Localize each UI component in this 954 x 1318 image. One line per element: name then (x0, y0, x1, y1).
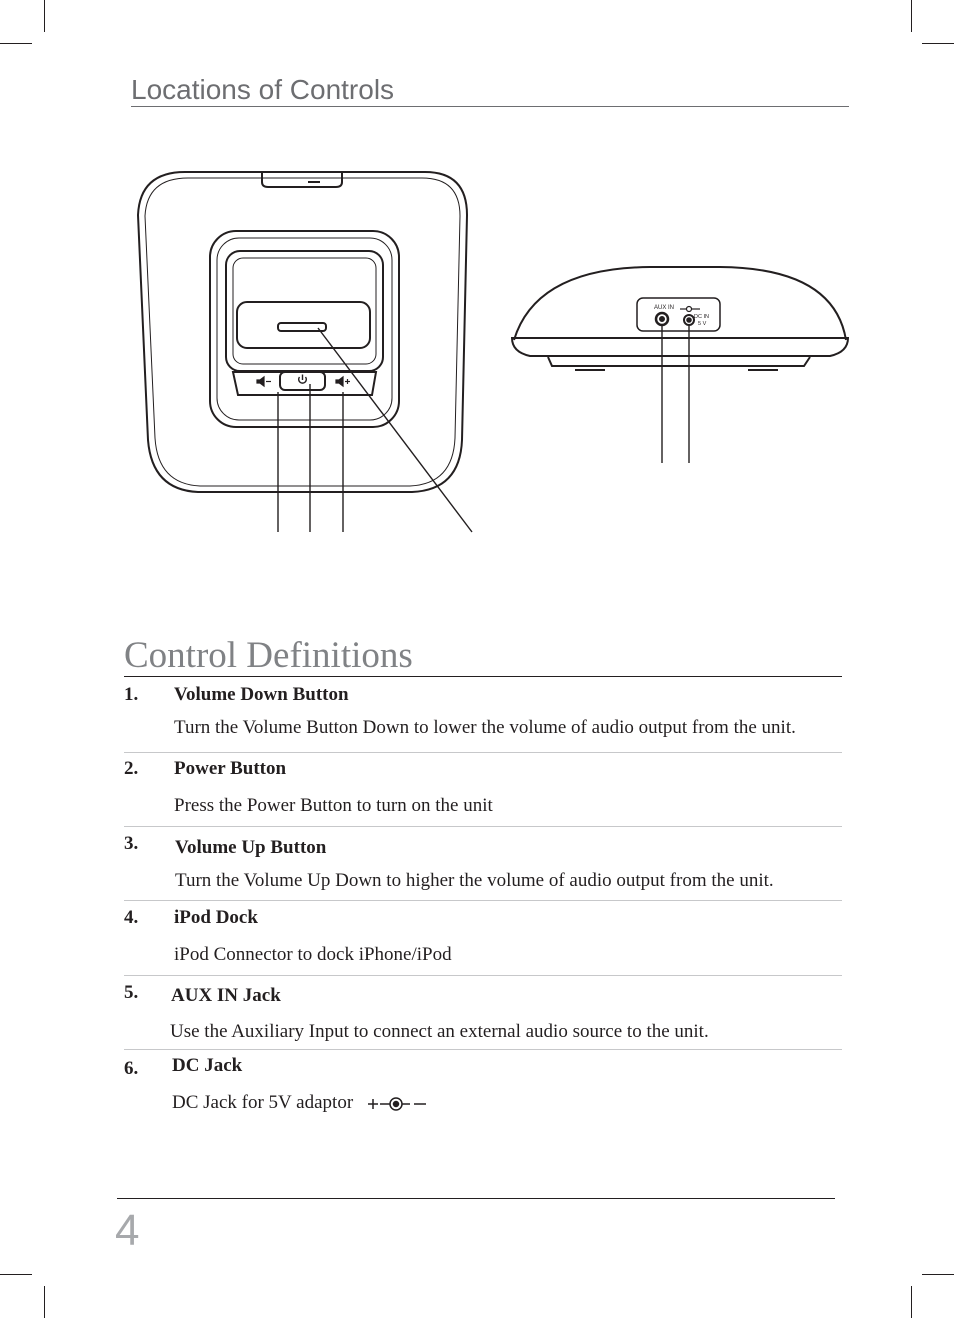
definition-title: iPod Dock (174, 907, 258, 928)
product-illustration (0, 0, 954, 600)
definition-separator (124, 826, 842, 827)
definition-number: 5. (124, 982, 139, 1003)
crop-mark (911, 1286, 912, 1318)
volume-down-icon (257, 377, 271, 386)
definition-description: Turn the Volume Button Down to lower the volume of audio output from the unit. (174, 717, 796, 738)
definition-number: 3. (124, 833, 139, 854)
definition-title: Power Button (174, 758, 287, 779)
rear-rim (512, 338, 848, 356)
dc-in-label: DC IN (694, 314, 709, 320)
power-icon (299, 375, 307, 384)
definition-title: Volume Up Button (175, 837, 327, 858)
definition-title: AUX IN Jack (171, 985, 281, 1006)
definition-separator (124, 1049, 842, 1050)
page-number: 4 (115, 1206, 140, 1255)
definition-number: 4. (124, 907, 139, 928)
definitions-title: Control Definitions (124, 635, 413, 676)
top-notch (262, 172, 342, 187)
definition-separator (124, 900, 842, 901)
aux-in-jack-center (660, 317, 664, 321)
definition-title: Volume Down Button (174, 684, 349, 705)
aux-in-label: AUX IN (654, 305, 675, 311)
rear-base (548, 357, 810, 366)
crop-mark (922, 1274, 954, 1275)
crop-mark (0, 1274, 32, 1275)
dc-voltage-label: 5 V (698, 321, 707, 327)
definition-description-text: DC Jack for 5V adaptor (172, 1092, 354, 1113)
leader-lines (662, 325, 689, 463)
definition-description: Turn the Volume Up Down to higher the volume of audio output from the unit. (175, 870, 774, 891)
dc-in-jack-center (687, 318, 691, 322)
definition-description (172, 1092, 428, 1114)
definition-title: DC Jack (172, 1055, 243, 1076)
crop-mark (44, 1286, 45, 1318)
volume-up-icon (336, 377, 350, 386)
rear-dome (514, 267, 846, 340)
definitions-title-rule (124, 676, 842, 677)
definition-separator (124, 975, 842, 976)
definition-number: 2. (124, 758, 139, 779)
dc-polarity-icon (680, 307, 700, 312)
section-title: Locations of Controls (131, 74, 395, 105)
dock-frame-inner (217, 238, 392, 420)
definition-description: Use the Auxiliary Input to connect an external audio source to the unit. (170, 1021, 709, 1042)
definition-description: Press the Power Button to turn on the unit (174, 795, 493, 816)
definition-description: iPod Connector to dock iPhone/iPod (174, 944, 452, 965)
rear-view (512, 267, 848, 463)
dock-cradle (226, 251, 383, 371)
definition-separator (124, 752, 842, 753)
front-view (138, 172, 472, 532)
definition-number: 6. (124, 1058, 139, 1079)
dc-polarity-icon (364, 1094, 428, 1114)
footer-rule (117, 1198, 835, 1199)
definition-number: 1. (124, 684, 139, 705)
dock-connector-tray (237, 302, 370, 348)
